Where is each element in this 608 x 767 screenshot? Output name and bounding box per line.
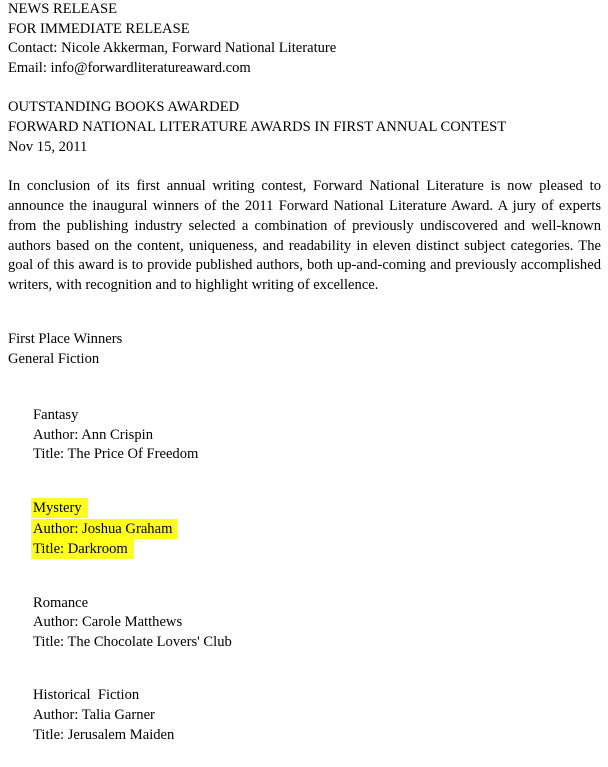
entry-author: Author: Carole Matthews xyxy=(33,614,183,631)
winner-entry-highlighted xyxy=(33,498,602,560)
winners-title: First Place Winners xyxy=(8,330,123,347)
contact-line: Contact: Nicole Akkerman, Forward National Literature xyxy=(8,40,337,57)
headline-subtitle: FORWARD NATIONAL LITERATURE AWARDS IN FIRST ANNUAL CONTEST xyxy=(8,118,507,135)
winners-genre: General Fiction xyxy=(8,350,100,367)
headline-title: OUTSTANDING BOOKS AWARDED xyxy=(8,99,240,116)
release-header xyxy=(8,0,602,78)
release-body-paragraph: In conclusion of its first annual writing contest, Forward National Literature is now pleased to announce the inaugural winners of the 2011 Forward National Literature Award. A jury of experts from the publishing industry selected a combination of previously undiscovered and well-known authors based on the content, uniqueness, and readability in eleven distinct subject categories. The goal of this award is to provide published authors, both up-and-coming and previously accomplished writers, with recognition and to highlight writing of excellence. xyxy=(8,178,601,294)
entry-category: Mystery xyxy=(31,498,88,518)
entry-title: Title: Darkroom xyxy=(31,539,134,559)
entry-category: Romance xyxy=(33,594,89,611)
winner-entry xyxy=(33,406,602,465)
entry-title: Title: The Price Of Freedom xyxy=(33,446,199,463)
release-date: Nov 15, 2011 xyxy=(8,138,88,155)
winner-entry xyxy=(33,594,602,653)
entry-category: Historical Fiction xyxy=(33,687,140,704)
release-headline xyxy=(8,98,602,157)
email-line: Email: info@forwardliteratureaward.com xyxy=(8,59,251,76)
winners-heading xyxy=(8,330,602,369)
release-timing-line: FOR IMMEDIATE RELEASE xyxy=(8,20,190,37)
entry-author: Author: Ann Crispin xyxy=(33,426,153,443)
winner-entry xyxy=(33,686,602,745)
entry-author: Author: Joshua Graham xyxy=(31,519,178,539)
entry-title: Title: The Chocolate Lovers' Club xyxy=(33,633,232,650)
winner-entries xyxy=(33,406,602,745)
entry-author: Author: Talia Garner xyxy=(33,707,155,724)
entry-category: Fantasy xyxy=(33,407,79,424)
release-type-line: NEWS RELEASE xyxy=(8,1,118,17)
news-release-document xyxy=(8,0,602,745)
entry-title: Title: Jerusalem Maiden xyxy=(33,726,175,743)
